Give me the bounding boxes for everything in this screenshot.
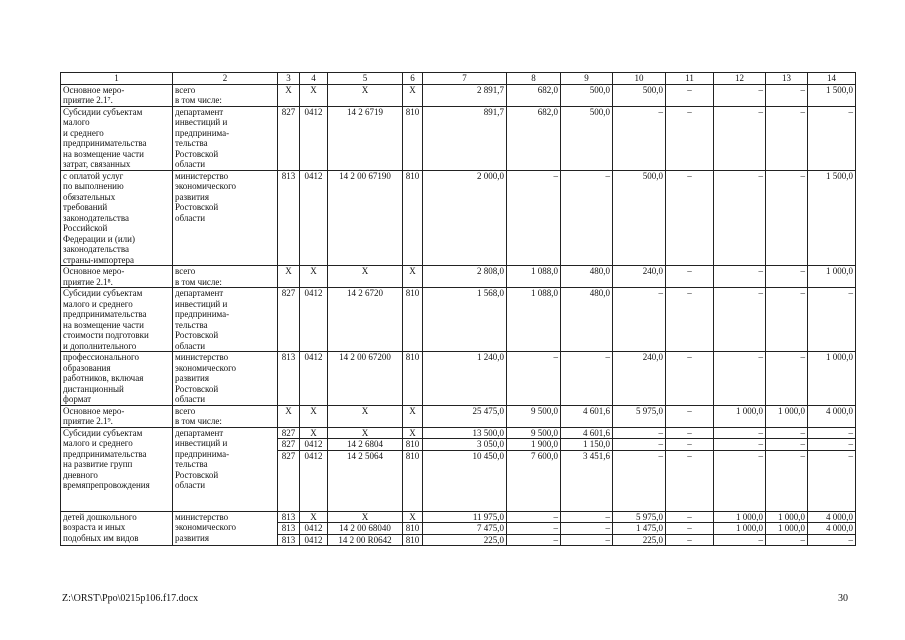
value-cell: 10 450,0 bbox=[423, 450, 507, 511]
value-cell: 480,0 bbox=[561, 288, 613, 352]
value-cell: 827 bbox=[278, 427, 300, 439]
value-cell: – bbox=[507, 534, 561, 546]
value-cell: 810 bbox=[403, 450, 423, 511]
value-cell: 1 000,0 bbox=[714, 405, 766, 427]
value-cell: 0412 bbox=[300, 450, 328, 511]
header-cell: 9 bbox=[561, 73, 613, 85]
value-cell: 810 bbox=[403, 170, 423, 266]
value-cell: Х bbox=[328, 427, 403, 439]
value-cell: – bbox=[808, 288, 856, 352]
executor-cell: всего в том числе: bbox=[173, 405, 278, 427]
value-cell: – bbox=[561, 170, 613, 266]
value-cell: 500,0 bbox=[613, 170, 666, 266]
table-row bbox=[61, 84, 856, 106]
executor-cell: департамент инвестиций и предпринима- тельства Ростовской области bbox=[173, 288, 278, 352]
value-cell: 500,0 bbox=[613, 84, 666, 106]
value-cell: – bbox=[507, 170, 561, 266]
value-cell: 1 088,0 bbox=[507, 266, 561, 288]
value-cell: 810 bbox=[403, 523, 423, 535]
value-cell: – bbox=[714, 352, 766, 406]
value-cell: 1 000,0 bbox=[714, 511, 766, 523]
value-cell: – bbox=[714, 534, 766, 546]
value-cell: 682,0 bbox=[507, 106, 561, 170]
value-cell: – bbox=[714, 439, 766, 451]
activity-cell: Субсидии субъектам малого и среднего предпринимательства на возмещение части стоимости подготовки и дополнительного bbox=[61, 288, 173, 352]
value-cell: – bbox=[561, 511, 613, 523]
value-cell: 4 000,0 bbox=[808, 523, 856, 535]
value-cell: – bbox=[766, 288, 808, 352]
value-cell: – bbox=[561, 352, 613, 406]
table-row bbox=[61, 427, 856, 439]
activity-cell: с оплатой услуг по выполнению обязательных требований законодательства Российской Федерации и (или) законодательства страны-импортера bbox=[61, 170, 173, 266]
value-cell: – bbox=[666, 450, 714, 511]
header-cell: 11 bbox=[666, 73, 714, 85]
header-cell: 8 bbox=[507, 73, 561, 85]
value-cell: 9 500,0 bbox=[507, 427, 561, 439]
value-cell: 4 601,6 bbox=[561, 405, 613, 427]
table-row bbox=[61, 352, 856, 406]
value-cell: – bbox=[808, 427, 856, 439]
value-cell: 240,0 bbox=[613, 352, 666, 406]
value-cell: 480,0 bbox=[561, 266, 613, 288]
value-cell: 1 088,0 bbox=[507, 288, 561, 352]
value-cell: 3 451,6 bbox=[561, 450, 613, 511]
header-cell: 13 bbox=[766, 73, 808, 85]
value-cell: 813 bbox=[278, 170, 300, 266]
value-cell: 14 2 00 R0642 bbox=[328, 534, 403, 546]
value-cell: 3 050,0 bbox=[423, 439, 507, 451]
value-cell: Х bbox=[278, 266, 300, 288]
value-cell: 14 2 00 67200 bbox=[328, 352, 403, 406]
value-cell: Х bbox=[278, 405, 300, 427]
value-cell: 810 bbox=[403, 288, 423, 352]
activity-cell: Основное меро- приятие 2.1⁸. bbox=[61, 266, 173, 288]
value-cell: Х bbox=[300, 427, 328, 439]
value-cell: – bbox=[666, 523, 714, 535]
header-cell: 5 bbox=[328, 73, 403, 85]
footer-file-path: Z:\ORST\Ppo\0215p106.f17.docx bbox=[62, 593, 199, 604]
value-cell: 7 475,0 bbox=[423, 523, 507, 535]
header-cell: 2 bbox=[173, 73, 278, 85]
value-cell: 4 000,0 bbox=[808, 511, 856, 523]
value-cell: 25 475,0 bbox=[423, 405, 507, 427]
value-cell: – bbox=[714, 266, 766, 288]
header-cell: 3 bbox=[278, 73, 300, 85]
value-cell: – bbox=[766, 352, 808, 406]
value-cell: 2 891,7 bbox=[423, 84, 507, 106]
value-cell: 225,0 bbox=[613, 534, 666, 546]
header-cell: 14 bbox=[808, 73, 856, 85]
value-cell: 0412 bbox=[300, 523, 328, 535]
value-cell: 810 bbox=[403, 106, 423, 170]
value-cell: 14 2 00 67190 bbox=[328, 170, 403, 266]
value-cell: – bbox=[808, 439, 856, 451]
executor-cell: департамент инвестиций и предпринима- тельства Ростовской области bbox=[173, 427, 278, 511]
value-cell: Х bbox=[328, 84, 403, 106]
value-cell: 1 900,0 bbox=[507, 439, 561, 451]
value-cell: – bbox=[613, 450, 666, 511]
value-cell: 2 000,0 bbox=[423, 170, 507, 266]
table-row bbox=[61, 288, 856, 352]
value-cell: – bbox=[808, 534, 856, 546]
value-cell: – bbox=[714, 288, 766, 352]
value-cell: – bbox=[666, 405, 714, 427]
value-cell: 1 240,0 bbox=[423, 352, 507, 406]
header-cell: 12 bbox=[714, 73, 766, 85]
activity-cell: Основное меро- приятие 2.1⁷. bbox=[61, 84, 173, 106]
activity-cell: Субсидии субъектам малого и среднего предпринимательства на возмещение части затрат, связанных bbox=[61, 106, 173, 170]
value-cell: 500,0 bbox=[561, 84, 613, 106]
header-cell: 10 bbox=[613, 73, 666, 85]
value-cell: – bbox=[666, 352, 714, 406]
executor-cell: министерство экономического развития Ростовской области bbox=[173, 352, 278, 406]
executor-cell: всего в том числе: bbox=[173, 266, 278, 288]
value-cell: – bbox=[714, 170, 766, 266]
value-cell: 4 000,0 bbox=[808, 405, 856, 427]
value-cell: 11 975,0 bbox=[423, 511, 507, 523]
value-cell: Х bbox=[300, 405, 328, 427]
value-cell: 1 568,0 bbox=[423, 288, 507, 352]
value-cell: 813 bbox=[278, 511, 300, 523]
value-cell: Х bbox=[300, 511, 328, 523]
executor-cell: всего в том числе: bbox=[173, 84, 278, 106]
value-cell: – bbox=[766, 84, 808, 106]
value-cell: 827 bbox=[278, 450, 300, 511]
activity-cell: Основное меро- приятие 2.1⁹. bbox=[61, 405, 173, 427]
value-cell: – bbox=[507, 523, 561, 535]
value-cell: – bbox=[666, 534, 714, 546]
value-cell: 14 2 5064 bbox=[328, 450, 403, 511]
value-cell: – bbox=[666, 106, 714, 170]
value-cell: – bbox=[666, 439, 714, 451]
table-row bbox=[61, 405, 856, 427]
value-cell: – bbox=[666, 288, 714, 352]
value-cell: 9 500,0 bbox=[507, 405, 561, 427]
table-row bbox=[61, 266, 856, 288]
value-cell: 1 000,0 bbox=[808, 352, 856, 406]
value-cell: Х bbox=[328, 266, 403, 288]
value-cell: Х bbox=[300, 266, 328, 288]
value-cell: 827 bbox=[278, 106, 300, 170]
value-cell: 7 600,0 bbox=[507, 450, 561, 511]
activity-cell: детей дошкольного возраста и иных подобных им видов bbox=[61, 511, 173, 546]
value-cell: 14 2 6719 bbox=[328, 106, 403, 170]
value-cell: 1 500,0 bbox=[808, 84, 856, 106]
header-row bbox=[61, 73, 856, 85]
value-cell: Х bbox=[403, 266, 423, 288]
value-cell: – bbox=[714, 106, 766, 170]
value-cell: 813 bbox=[278, 352, 300, 406]
value-cell: 827 bbox=[278, 439, 300, 451]
value-cell: – bbox=[766, 106, 808, 170]
value-cell: – bbox=[808, 106, 856, 170]
value-cell: – bbox=[766, 170, 808, 266]
value-cell: – bbox=[666, 170, 714, 266]
value-cell: – bbox=[714, 450, 766, 511]
value-cell: 240,0 bbox=[613, 266, 666, 288]
value-cell: 0412 bbox=[300, 534, 328, 546]
value-cell: 0412 bbox=[300, 439, 328, 451]
value-cell: – bbox=[666, 511, 714, 523]
value-cell: – bbox=[561, 534, 613, 546]
value-cell: Х bbox=[403, 405, 423, 427]
value-cell: 1 000,0 bbox=[714, 523, 766, 535]
value-cell: 0412 bbox=[300, 288, 328, 352]
value-cell: Х bbox=[300, 84, 328, 106]
value-cell: 225,0 bbox=[423, 534, 507, 546]
value-cell: – bbox=[507, 511, 561, 523]
header-cell: 7 bbox=[423, 73, 507, 85]
value-cell: – bbox=[666, 266, 714, 288]
value-cell: 1 500,0 bbox=[808, 170, 856, 266]
header-cell: 4 bbox=[300, 73, 328, 85]
executor-cell: департамент инвестиций и предпринима- тельства Ростовской области bbox=[173, 106, 278, 170]
executor-cell: министерство экономического развития Ростовской области bbox=[173, 170, 278, 266]
value-cell: Х bbox=[278, 84, 300, 106]
value-cell: – bbox=[613, 439, 666, 451]
header-cell: 1 bbox=[61, 73, 173, 85]
value-cell: – bbox=[666, 84, 714, 106]
value-cell: – bbox=[666, 427, 714, 439]
table-row bbox=[61, 106, 856, 170]
value-cell: 5 975,0 bbox=[613, 405, 666, 427]
value-cell: 14 2 00 68040 bbox=[328, 523, 403, 535]
value-cell: 1 150,0 bbox=[561, 439, 613, 451]
value-cell: – bbox=[766, 439, 808, 451]
value-cell: 0412 bbox=[300, 170, 328, 266]
value-cell: – bbox=[766, 450, 808, 511]
activity-cell: Субсидии субъектам малого и среднего предпринимательства на развитие групп дневного времяпрепровождения bbox=[61, 427, 173, 511]
value-cell: 810 bbox=[403, 534, 423, 546]
value-cell: 14 2 6804 bbox=[328, 439, 403, 451]
value-cell: 2 808,0 bbox=[423, 266, 507, 288]
value-cell: – bbox=[766, 427, 808, 439]
value-cell: 13 500,0 bbox=[423, 427, 507, 439]
value-cell: 0412 bbox=[300, 352, 328, 406]
executor-cell: министерство экономического развития bbox=[173, 511, 278, 546]
value-cell: – bbox=[714, 84, 766, 106]
table-row bbox=[61, 170, 856, 266]
value-cell: 827 bbox=[278, 288, 300, 352]
value-cell: Х bbox=[403, 84, 423, 106]
value-cell: – bbox=[507, 352, 561, 406]
value-cell: 500,0 bbox=[561, 106, 613, 170]
budget-table bbox=[60, 72, 856, 546]
value-cell: 1 475,0 bbox=[613, 523, 666, 535]
header-cell: 6 bbox=[403, 73, 423, 85]
value-cell: 1 000,0 bbox=[808, 266, 856, 288]
value-cell: 14 2 6720 bbox=[328, 288, 403, 352]
table-row bbox=[61, 511, 856, 523]
value-cell: 891,7 bbox=[423, 106, 507, 170]
value-cell: 1 000,0 bbox=[766, 523, 808, 535]
value-cell: 0412 bbox=[300, 106, 328, 170]
value-cell: 813 bbox=[278, 534, 300, 546]
value-cell: 1 000,0 bbox=[766, 511, 808, 523]
value-cell: – bbox=[613, 106, 666, 170]
value-cell: Х bbox=[328, 405, 403, 427]
value-cell: – bbox=[613, 288, 666, 352]
value-cell: – bbox=[808, 450, 856, 511]
value-cell: 5 975,0 bbox=[613, 511, 666, 523]
value-cell: – bbox=[766, 266, 808, 288]
value-cell: 810 bbox=[403, 352, 423, 406]
footer-page-number: 30 bbox=[838, 593, 848, 604]
value-cell: 682,0 bbox=[507, 84, 561, 106]
value-cell: 1 000,0 bbox=[766, 405, 808, 427]
value-cell: – bbox=[561, 523, 613, 535]
value-cell: – bbox=[766, 534, 808, 546]
value-cell: 4 601,6 bbox=[561, 427, 613, 439]
value-cell: – bbox=[714, 427, 766, 439]
value-cell: Х bbox=[403, 511, 423, 523]
activity-cell: профессионального образования работников, включая дистанционный формат bbox=[61, 352, 173, 406]
value-cell: Х bbox=[403, 427, 423, 439]
value-cell: – bbox=[613, 427, 666, 439]
value-cell: Х bbox=[328, 511, 403, 523]
value-cell: 813 bbox=[278, 523, 300, 535]
value-cell: 810 bbox=[403, 439, 423, 451]
